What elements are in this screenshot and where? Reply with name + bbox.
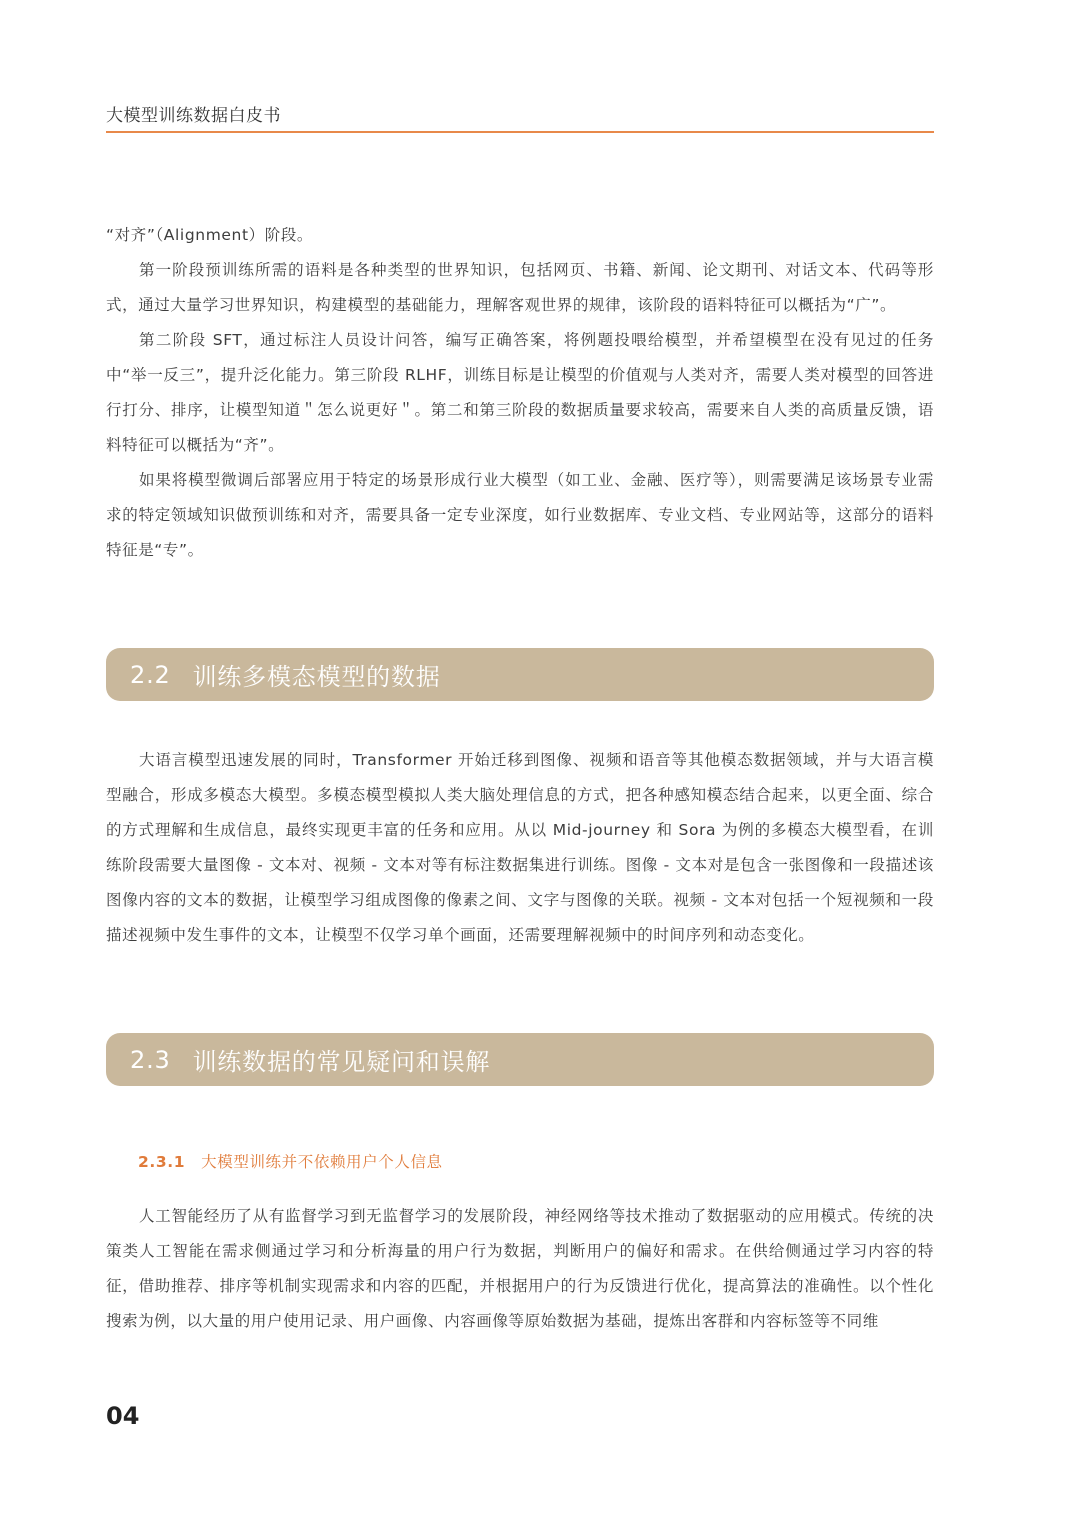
section-number: 2.3	[130, 1045, 171, 1074]
intro-paragraph-4: 如果将模型微调后部署应用于特定的场景形成行业大模型（如工业、金融、医疗等），则需要满足该场景专业需求的特定领域知识做预训练和对齐，需要具备一定专业深度，如行业数据库、专业文档、专业网站等，这部分的语料特征是“专”。	[106, 471, 934, 559]
document-header-title: 大模型训练数据白皮书	[106, 106, 281, 126]
section-heading-2-3	[106, 1033, 934, 1086]
intro-paragraph-2: 第一阶段预训练所需的语料是各种类型的世界知识，包括网页、书籍、新闻、论文期刊、对话文本、代码等形式，通过大量学习世界知识，构建模型的基础能力，理解客观世界的规律，该阶段的语料特征可以概括为“广”。	[106, 261, 934, 314]
section-number: 2.2	[130, 660, 171, 689]
section-title: 训练多模态模型的数据	[192, 663, 441, 691]
subsection-title: 大模型训练并不依赖用户个人信息	[201, 1153, 443, 1171]
page-number: 04	[106, 1402, 140, 1430]
header-divider	[106, 131, 934, 133]
section-heading-2-2	[106, 648, 934, 701]
section-2-2-paragraph: 大语言模型迅速发展的同时，Transformer 开始迁移到图像、视频和语音等其他模态数据领域，并与大语言模型融合，形成多模态大模型。多模态模型模拟人类大脑处理信息的方式，把各种感知模态结合起来，以更全面、综合的方式理解和生成信息，最终实现更丰富的任务和应用。从以 Mid-journey 和 Sora 为例的多模态大模型看，在训练阶段需要大量图像 - 文本对、视频 - 文本对等有标注数据集进行训练。图像 - 文本对是包含一张图像和一段描述该图像内容的文本的数据，让模型学习组成图像的像素之间、文字与图像的关联。视频 - 文本对包括一个短视频和一段描述视频中发生事件的文本，让模型不仅学习单个画面，还需要理解视频中的时间序列和动态变化。	[106, 751, 934, 944]
subsection-number: 2.3.1	[138, 1153, 186, 1171]
subsection-heading-2-3-1	[138, 1150, 443, 1172]
intro-paragraph-3: 第二阶段 SFT，通过标注人员设计问答，编写正确答案，将例题投喂给模型，并希望模型在没有见过的任务中“举一反三”，提升泛化能力。第三阶段 RLHF，训练目标是让模型的价值观与人类对齐，需要人类对模型的回答进行打分、排序，让模型知道＂怎么说更好＂。第二和第三阶段的数据质量要求较高，需要来自人类的高质量反馈，语料特征可以概括为“齐”。	[106, 331, 934, 454]
section-2-3-1-paragraph: 人工智能经历了从有监督学习到无监督学习的发展阶段，神经网络等技术推动了数据驱动的应用模式。传统的决策类人工智能在需求侧通过学习和分析海量的用户行为数据，判断用户的偏好和需求。在供给侧通过学习内容的特征，借助推荐、排序等机制实现需求和内容的匹配，并根据用户的行为反馈进行优化，提高算法的准确性。以个性化搜索为例，以大量的用户使用记录、用户画像、内容画像等原始数据为基础，提炼出客群和内容标签等不同维	[106, 1207, 934, 1330]
section-title: 训练数据的常见疑问和误解	[192, 1048, 491, 1076]
intro-paragraph-1: “对齐”（Alignment）阶段。	[106, 226, 314, 244]
